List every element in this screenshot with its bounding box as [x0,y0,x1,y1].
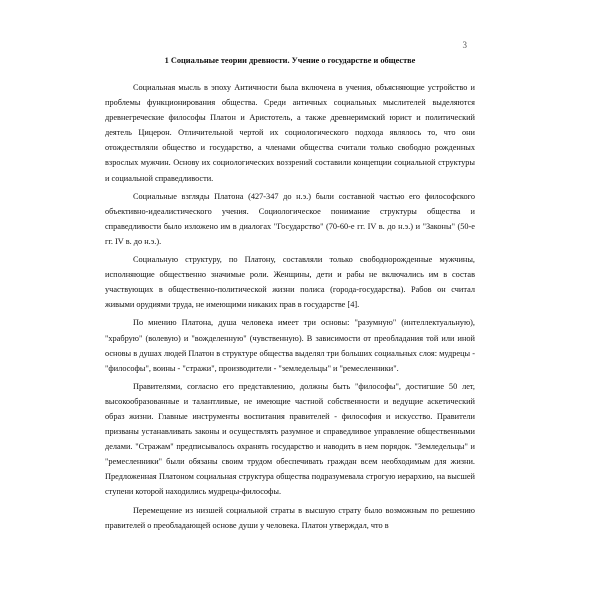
paragraph: Социальную структуру, по Платону, составляли только свободнорожденные мужчины, исполняющие общественно значимые роли. Женщины, дети и рабы не включались им в состав участвующих в общественно-политической жизни полиса (города-государства). Рабов он считал живыми орудиями труда, не имеющими никаких прав в государстве [4]. [105,255,475,310]
body-text [105,80,475,536]
paragraph: Социальная мысль в эпоху Античности была включена в учения, объясняющие устройство и проблемы функционирования общества. Среди античных социальных мыслителей выделяются древнегреческие философы Платон и Аристотель, а также древнеримский юрист и политический деятель Цицерон. Отличительной чертой их социологического подхода являлось то, что они отождествляли общество и государство, а членами общества считали только свободно рожденных взрослых мужчин. Основу их социологических воззрений составили концепции социальной структуры и социальной справедливости. [105,83,475,183]
paragraph: Правителями, согласно его представлению, должны быть "философы", достигшие 50 лет, высокообразованные и талантливые, не имеющие частной собственности и ведущие аскетический образ жизни. Главные инструменты воспитания правителей - философия и искусство. Правители призваны устанавливать законы и осуществлять разумное и справедливое управление общественными делами. "Стражам" предписывалось охранять государство и наводить в нем порядок. "Земледельцы" и "ремесленники" были обязаны своим трудом обеспечивать граждан всем необходимым для жизни. Предложенная Платоном социальная структура общества подразумевала строгую иерархию, на высшей ступени которой находились мудрецы-философы. [105,381,475,497]
section-title: 1 Социальные теории древности. Учение о государстве и обществе [164,56,416,65]
paragraph: Социальные взгляды Платона (427-347 до н.э.) были составной частью его философского объективно-идеалистического учения. Социологическое понимание структуры общества и справедливости было изложено им в диалогах "Государство" (70-60-е гг. IV в. до н.э.) и "Законы" (50-е гг. IV в. до н.э.). [105,191,475,246]
page-number: 3 [462,40,467,50]
paragraph: Перемещение из низшей социальной страты в высшую страту было возможным по решению правителей о преобладающей основе души у человека. Платон утверждал, что в [105,505,475,530]
paragraph: По мнению Платона, душа человека имеет три основы: "разумную" (интеллектуальную), "храбрую" (волевую) и "вожделенную" (чувственную). В зависимости от преобладания той или иной основы в душах людей Платон в структуре общества выделял три больших социальных слоя: мудрецы - "философы", воины - "стражи", производители - "земледельцы" и "ремесленники". [105,318,475,373]
